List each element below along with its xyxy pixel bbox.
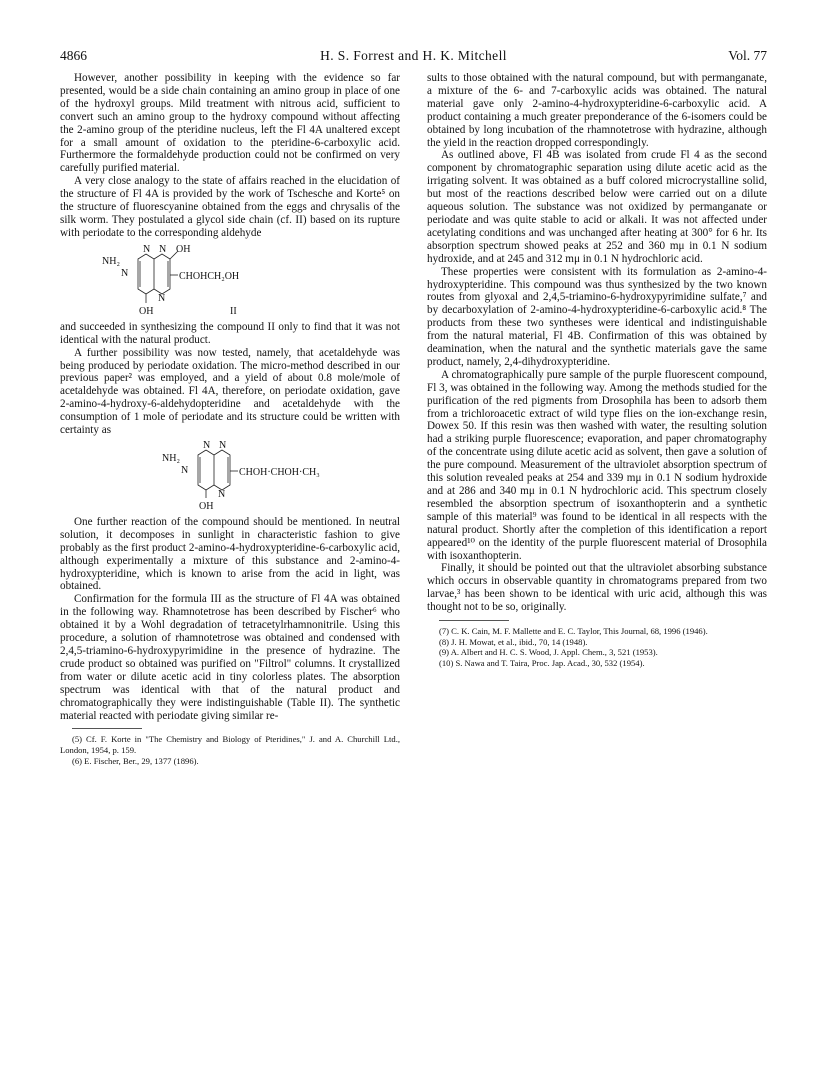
- side-chain-label: CHOH·CHOH·CH₃: [239, 466, 320, 478]
- footnote-rule: [439, 620, 509, 621]
- amine-label: NH₂: [162, 452, 180, 464]
- ring-nitrogen: N: [203, 439, 211, 451]
- running-title: H. S. Forrest and H. K. Mitchell: [320, 48, 507, 63]
- footnote-10: (10) S. Nawa and T. Taira, Proc. Jap. Acad., 30, 532 (1954).: [439, 657, 645, 668]
- ring-nitrogen: N: [158, 292, 166, 304]
- footnote-6: (6) E. Fischer, Ber., 29, 1377 (1896).: [72, 755, 199, 766]
- volume-label: Vol. 77: [728, 48, 767, 63]
- structure-II: [60, 243, 400, 317]
- footnote-7: (7) C. K. Cain, M. F. Mallette and E. C. Taylor, This Journal, 68, 1996 (1946).: [439, 626, 708, 637]
- hydroxyl-label: OH: [139, 305, 154, 317]
- left-column: [60, 72, 400, 766]
- structure-number: II: [230, 305, 237, 317]
- ring-nitrogen: N: [219, 439, 227, 451]
- paragraph: and succeeded in synthesizing the compound II only to find that it was not identical with the natural product.: [60, 320, 400, 346]
- footnote-9: (9) A. Albert and H. C. S. Wood, J. Appl. Chem., 3, 521 (1953).: [439, 647, 658, 658]
- paragraph: One further reaction of the compound should be mentioned. In neutral solution, it decomposes in sunlight in characteristic fashion to give probably as the first product 2-amino-4-hydroxypteridine-6-carboxylic acid, although experimentally a mixture of this substance and 2-amino-4-hydroxypteridine, which is known to arise from the acid in light, was obtained.: [60, 515, 400, 593]
- ring-nitrogen: N: [121, 267, 129, 279]
- paragraph: As outlined above, Fl 4B was isolated from crude Fl 4 as the second component by chromatographic separation using dilute acetic acid as the irrigating solvent. It was obtained as a buff colored microcrystalline solid, but most of the reactions described below were carried out on a dilute aqueous solution. The substance was not oxidized by permanganate or periodate and was quite stable to acid or alkali. It was not affected under acetylating conditions and was unchanged after heating at 300° for 6 hr. Its absorption spectrum showed peaks at 252 and 360 mμ in 0.1 N sodium hydroxide, and at 245 and 312 mμ in 0.1 N hydrochloric acid.: [427, 149, 767, 265]
- page-header: [60, 48, 767, 68]
- footnotes: [427, 626, 767, 668]
- footnote-rule: [72, 728, 142, 729]
- structure-III: [60, 440, 400, 512]
- paragraph: These properties were consistent with its formulation as 2-amino-4-hydroxypteridine. This compound was thus synthesized by the two known routes from glyoxal and 2,4,5-triamino-6-hydroxypyrimidine sulfate,⁷ and by decarboxylation of 2-amino-4-hydroxypteridine-6-carboxylic acid.⁸ The products from these two syntheses were identical and indistinguishable from the natural material, Fl 4B. Confirmation of this was obtained by deamination, when the natural and the synthetic materials gave the same product, namely, 2,4-dihydroxypteridine.: [427, 265, 767, 368]
- ring-nitrogen: N: [159, 243, 167, 255]
- ring-nitrogen: N: [218, 488, 226, 500]
- footnote-5: (5) Cf. F. Korte in "The Chemistry and Biology of Pteridines," J. and A. Churchill Ltd., London, 1954, p. 159.: [60, 734, 400, 756]
- ring-nitrogen: N: [181, 464, 189, 476]
- footnotes: [60, 734, 400, 766]
- side-chain-label: CHOHCH₂OH: [179, 270, 240, 282]
- paragraph: However, another possibility in keeping with the evidence so far presented, would be a side chain containing an amino group in place of one of the hydroxyl groups. Mild treatment with nitrous acid, sufficient to convert such an amino group to the hydroxy compound without affecting the 2-amino group of the pteridine nucleus, left the Fl 4A unaltered except for a small amount of oxidation to the pteridine-6-carboxylic acid. Furthermore the formaldehyde production could not be confirmed on very carefully purified material.: [60, 72, 400, 175]
- paragraph: A further possibility was now tested, namely, that acetaldehyde was being produced by periodate oxidation. The micro-method described in our previous paper² was employed, and a yield of about 0.8 mole/mole of acetaldehyde was obtained. Fl 4A, therefore, on periodate oxidation, gave 2-amino-4-hydroxy-6-aldehydopteridine and acetaldehyde with the consumption of 1 mole of periodate and its structure could be written with certainty as: [60, 346, 400, 437]
- hydroxyl-label: OH: [176, 243, 191, 255]
- ring-nitrogen: N: [143, 243, 151, 255]
- paragraph: A very close analogy to the state of affairs reached in the elucidation of the structure of Fl 4A is provided by the work of Tschesche and Korte⁵ on the structure of fluorescyanine obtained from the eggs and chrysalis of the silk worm. They postulated a glycol side chain (cf. II) based on its rupture with periodate to the corresponding aldehyde: [60, 175, 400, 239]
- page-number: 4866: [60, 48, 87, 63]
- hydroxyl-label: OH: [199, 500, 214, 512]
- footnote-8: (8) J. H. Mowat, et al., ibid., 70, 14 (1948).: [439, 636, 588, 647]
- right-column: [427, 72, 767, 668]
- paragraph: Finally, it should be pointed out that the ultraviolet absorbing substance which occurs in observable quantity in chromatograms prepared from two larvae,³ has been shown to be identical with uric acid, although this was thought not to be so, originally.: [427, 562, 767, 614]
- paragraph: sults to those obtained with the natural compound, but with permanganate, a mixture of the 6- and 7-carboxylic acids was obtained. The natural material gave only 2-amino-4-hydroxypteridine-6-carboxylic acid. A product containing a much greater preponderance of the 6-isomers could be obtained by long incubation of the rhamnotetrose with hydrazine, although the yield in the reaction dropped correspondingly.: [427, 72, 767, 149]
- paragraph: A chromatographically pure sample of the purple fluorescent compound, Fl 3, was obtained in the following way. Among the methods studied for the purification of the red pigments from Drosophila has been to adsorb them from a trichloroacetic extract of wild type flies on the ion-exchange resin, Dowex 50. If this resin was then washed with water, the resulting solution had a striking purple fluorescence; evaporation, and paper chromatography of the concentrate using dilute acetic acid as solvent, then gave a solution of the pure compound. Measurement of the ultraviolet absorption spectrum of this solution revealed peaks at 254 and 339 mμ in 0.1 N sodium hydroxide and at 286 and 340 mμ in 0.1 N hydrochloric acid. This spectrum closely resembled the absorption spectrum of isoxanthopterin and a synthetic sample of this material⁹ was found to be identical in all respects with the natural product. Shortly after the completion of this identification a report appeared¹⁰ on the identity of the purple fluorescent material of Drosophila with isoxanthopterin.: [427, 368, 767, 562]
- amine-label: NH₂: [102, 255, 120, 267]
- paragraph: Confirmation for the formula III as the structure of Fl 4A was obtained in the following way. Rhamnotetrose has been described by Fischer⁶ who obtained it by a Wohl degradation of tetracetylrhamnonitrile. Using this procedure, a solution of rhamnotetrose was obtained and condensed with 2,4,5-triamino-6-hydroxypyrimidine in the presence of hydrazine. The crude product so obtained was purified on "Filtrol" columns. It crystallized from water or dilute acetic acid in tiny colorless plates. The absorption spectrum was identical with that of the natural product and chromatographically they were indistinguishable (Table II). The synthetic material reacted with periodate giving similar re-: [60, 593, 400, 722]
